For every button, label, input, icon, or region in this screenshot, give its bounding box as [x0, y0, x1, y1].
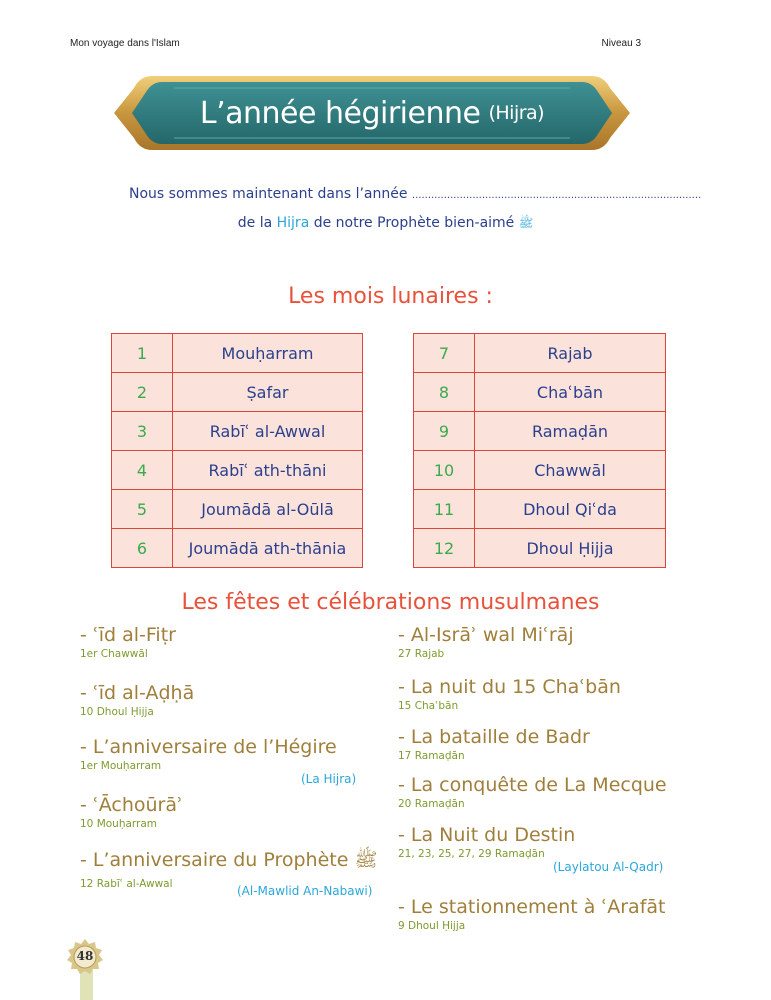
page-number: 48	[76, 949, 94, 963]
intro-text-2a: de la	[237, 215, 277, 231]
month-row	[112, 490, 363, 529]
title-banner	[112, 72, 632, 154]
month-number: 8	[414, 373, 475, 412]
page-title	[112, 72, 632, 154]
months-title: Les mois lunaires :	[288, 284, 493, 309]
fete-date: 1er Mouḥarram	[80, 760, 162, 772]
salutation-icon: ﷺ	[518, 216, 534, 230]
month-number: 6	[112, 529, 173, 568]
month-number: 4	[112, 451, 173, 490]
intro-text-2b: de notre Prophète bien-aimé	[309, 215, 515, 231]
header-level: Niveau 3	[601, 38, 641, 49]
month-row	[414, 529, 666, 568]
fete-date: 21, 23, 25, 27, 29 Ramaḍān	[398, 848, 545, 860]
months-table-right	[413, 333, 666, 568]
month-number: 5	[112, 490, 173, 529]
month-name: Rabīʿ ath-thāni	[173, 451, 363, 490]
fete-name: - L’anniversaire de l’Hégire	[80, 736, 337, 758]
fetes-title: Les fêtes et célébrations musulmanes	[181, 590, 600, 615]
fete-item	[80, 624, 176, 660]
intro-line-1	[129, 186, 701, 202]
fete-date: 12 Rabīʿ al-Awwal	[80, 878, 173, 890]
fete-item	[80, 794, 183, 830]
fete-name: - La bataille de Badr	[398, 726, 590, 748]
fete-item	[398, 896, 665, 932]
fete-name: - La nuit du 15 Chaʿbān	[398, 676, 621, 698]
fete-item	[398, 624, 574, 660]
fete-date: 15 Chaʿbān	[398, 700, 459, 712]
fete-item	[398, 774, 667, 810]
month-row	[112, 451, 363, 490]
fete-date: 10 Dhoul Ḥijja	[80, 706, 154, 718]
month-row	[112, 334, 363, 373]
month-number: 10	[414, 451, 475, 490]
fete-item	[398, 726, 590, 762]
month-row	[112, 529, 363, 568]
month-name: Mouḥarram	[173, 334, 363, 373]
fete-name: - Le stationnement à ʿArafāt	[398, 896, 666, 918]
fete-date: 27 Rajab	[398, 648, 445, 660]
fete-item	[80, 736, 337, 772]
months-table-left	[111, 333, 363, 568]
fete-name: - La conquête de La Mecque	[398, 774, 667, 796]
month-row	[414, 373, 666, 412]
month-name: Joumādā al-Oūlā	[173, 490, 363, 529]
month-row	[414, 490, 666, 529]
month-name: Dhoul Qiʿda	[475, 490, 666, 529]
fete-name: - La Nuit du Destin	[398, 824, 576, 846]
header-book-title: Mon voyage dans l'Islam	[70, 38, 180, 49]
intro-hijra-word: Hijra	[276, 215, 310, 231]
month-name: Ṣafar	[173, 373, 363, 412]
fete-date: 17 Ramaḍān	[398, 750, 465, 762]
month-name: Chaʿbān	[475, 373, 666, 412]
fete-date: 1er Chawwāl	[80, 648, 148, 660]
month-name: Ramaḍān	[475, 412, 666, 451]
month-number: 11	[414, 490, 475, 529]
fete-name: - Al-Isrāʾ wal Miʿrāj	[398, 624, 574, 646]
month-number: 3	[112, 412, 173, 451]
month-name: Chawwāl	[475, 451, 666, 490]
month-row	[414, 451, 666, 490]
month-name: Rajab	[475, 334, 666, 373]
intro-line-2	[0, 215, 771, 233]
fete-name: - ʿĀchoūrāʾ	[80, 794, 183, 816]
month-number: 9	[414, 412, 475, 451]
month-row	[414, 412, 666, 451]
month-row	[112, 412, 363, 451]
month-row	[414, 334, 666, 373]
fete-name: - ʿīd al-Fiṭr	[80, 624, 176, 646]
month-name: Dhoul Ḥijja	[475, 529, 666, 568]
fete-name: - ʿīd al-Aḍḥā	[80, 682, 195, 704]
month-name: Rabīʿ al-Awwal	[173, 412, 363, 451]
fete-name: - L’anniversaire du Prophète ﷺ	[80, 849, 378, 871]
page-title-main: L’année hégirienne	[199, 95, 481, 131]
month-name: Joumādā ath-thānia	[173, 529, 363, 568]
month-number: 1	[112, 334, 173, 373]
intro-text-1: Nous sommes maintenant dans l’année	[129, 186, 408, 202]
month-row	[112, 373, 363, 412]
alt-name-hijra: (La Hijra)	[301, 772, 357, 786]
alt-name-qadr: (Laylatou Al-Qadr)	[553, 860, 664, 874]
month-number: 2	[112, 373, 173, 412]
month-number: 12	[414, 529, 475, 568]
fete-item	[80, 682, 194, 718]
month-number: 7	[414, 334, 475, 373]
intro-blank-line: ...........................................................................................	[411, 190, 702, 201]
fete-date: 9 Dhoul Ḥijja	[398, 920, 466, 932]
page-number-badge	[66, 938, 104, 976]
fete-date: 10 Mouḥarram	[80, 818, 158, 830]
fete-item	[398, 824, 575, 860]
fete-item	[398, 676, 621, 712]
alt-name-mawlid: (Al-Mawlid An-Nabawi)	[237, 884, 373, 898]
page-title-sub: (Hijra)	[488, 102, 545, 124]
fete-date: 20 Ramaḍān	[398, 798, 465, 810]
